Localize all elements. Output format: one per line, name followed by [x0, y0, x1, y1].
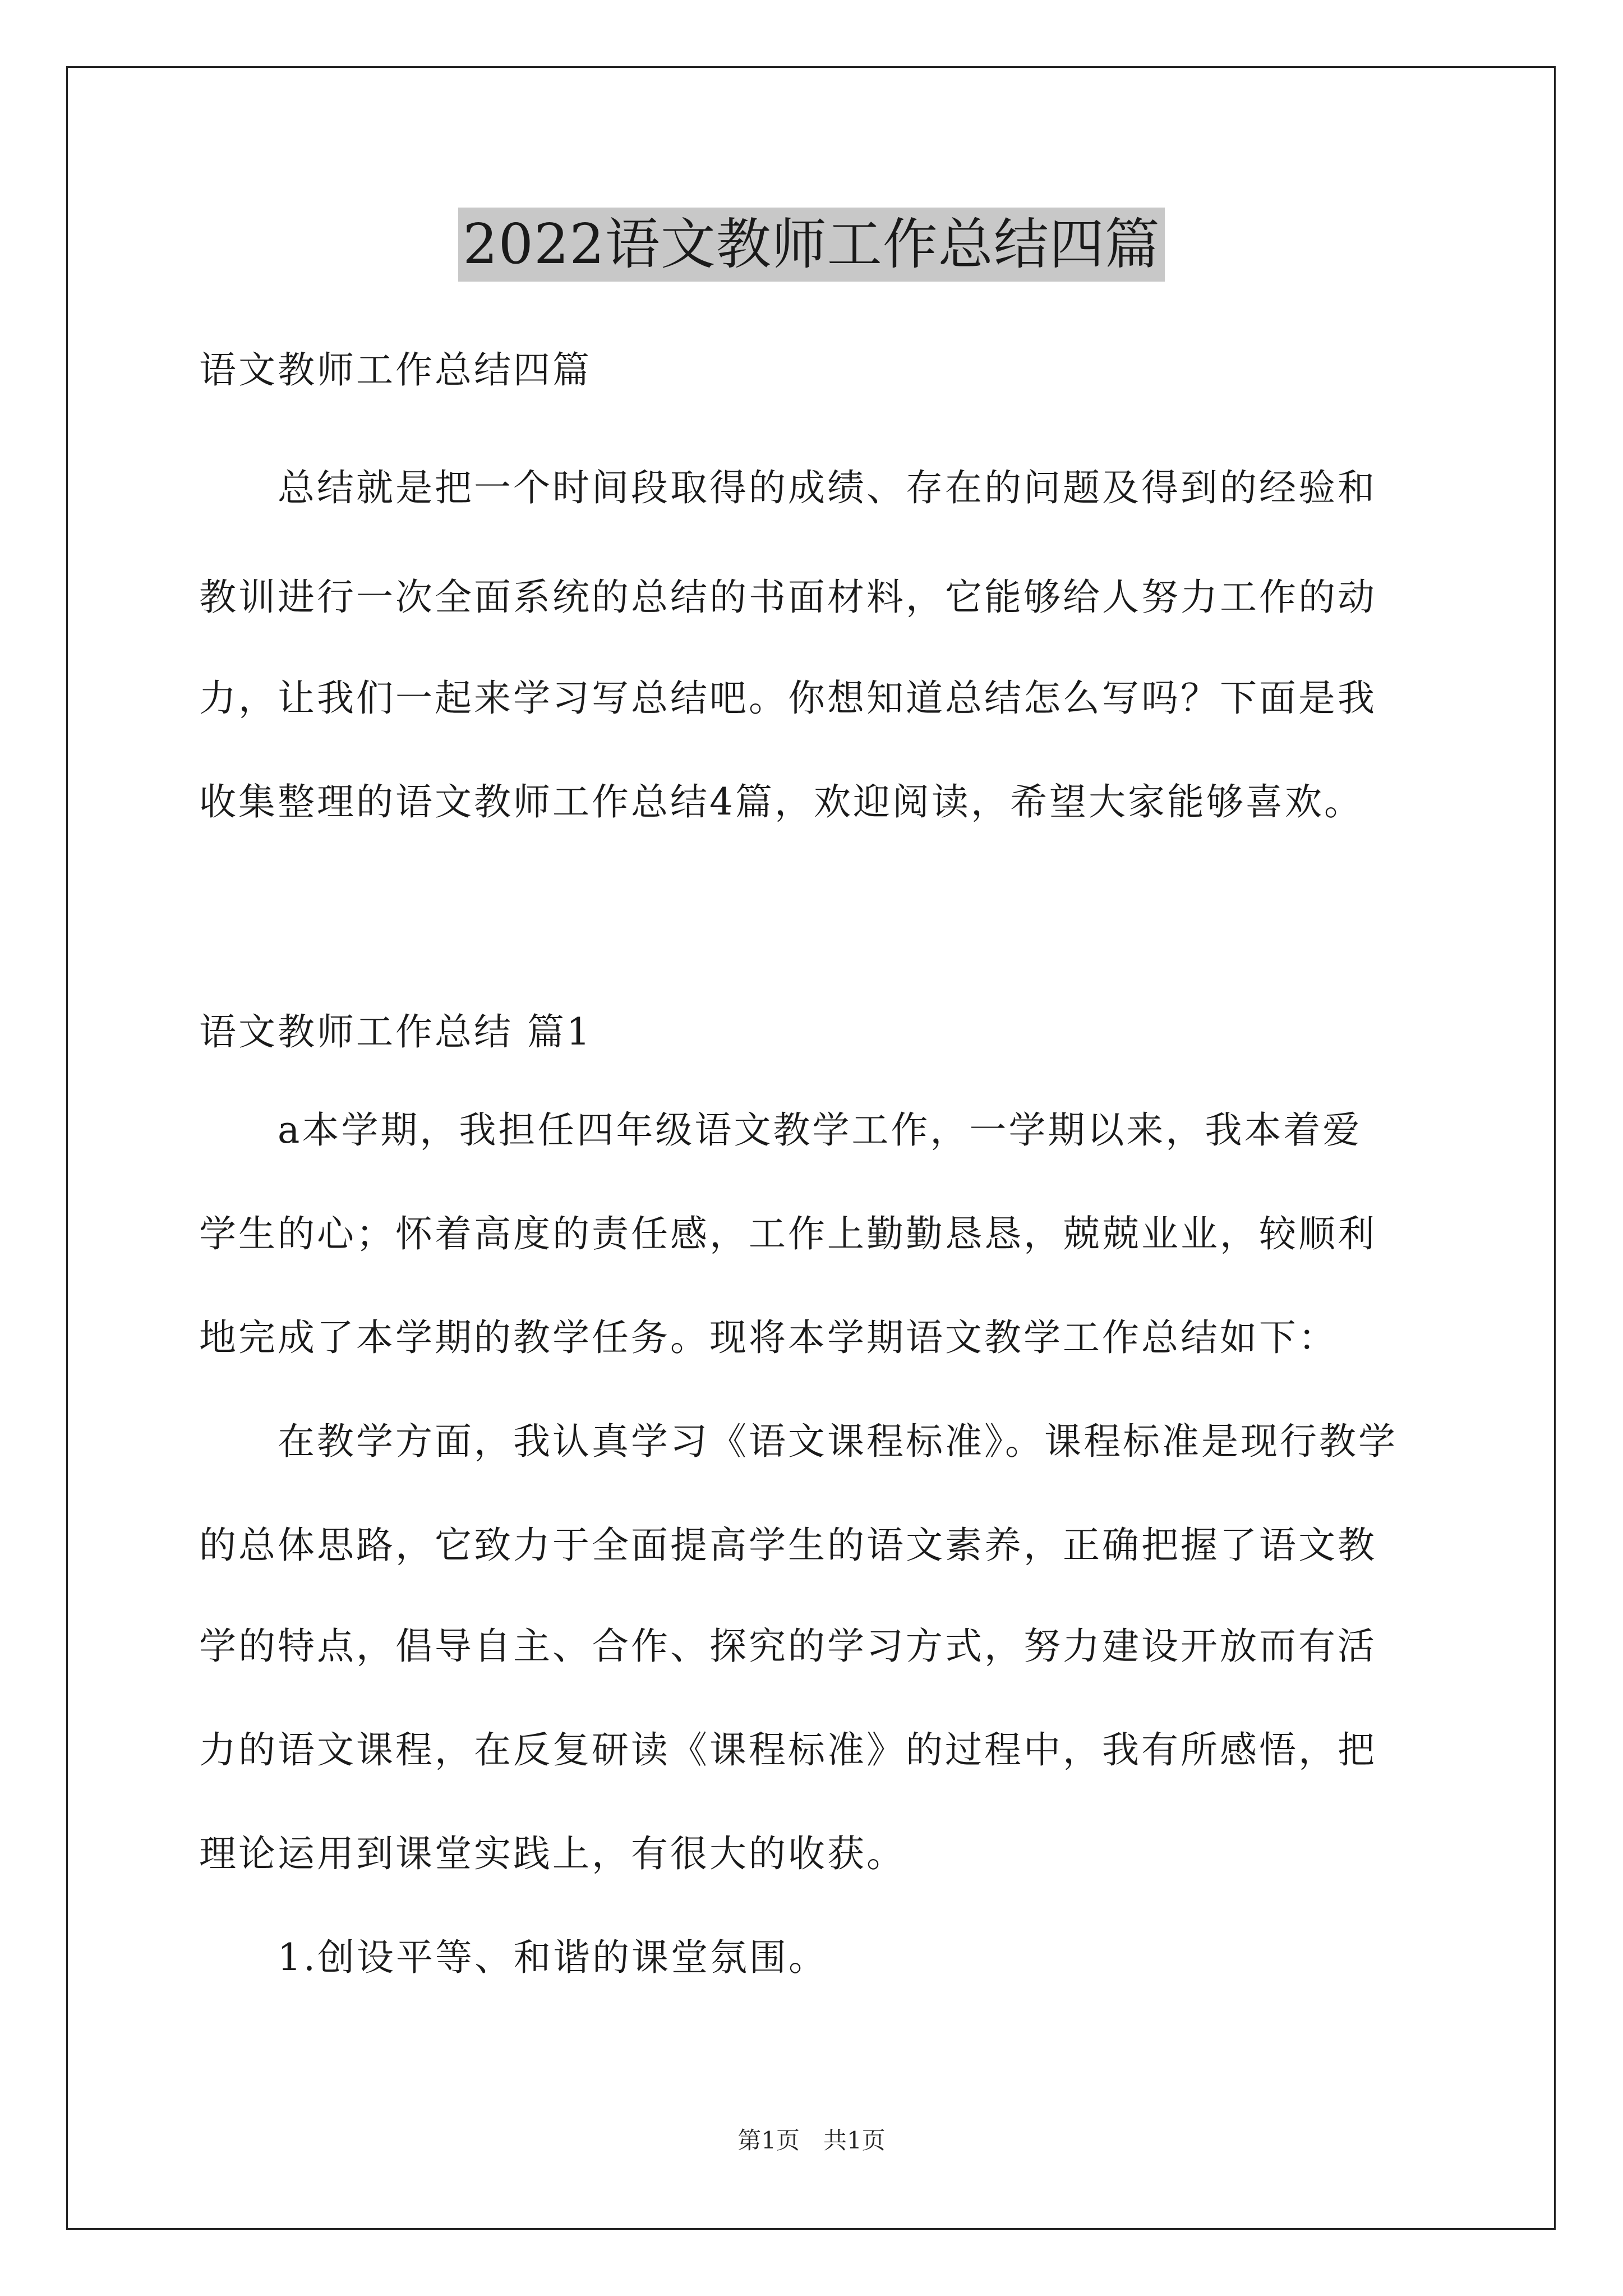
paragraph-line: 教训进行一次全面系统的总结的书面材料，它能够给人努力工作的动	[199, 576, 1377, 619]
title-container	[0, 208, 1623, 282]
paragraph-line: 学生的心；怀着高度的责任感，工作上勤勤恳恳，兢兢业业，较顺利	[199, 1212, 1377, 1255]
paragraph-line: a本学期，我担任四年级语文教学工作，一学期以来，我本着爱	[199, 1108, 1362, 1152]
document-title: 2022语文教师工作总结四篇	[458, 208, 1164, 282]
paragraph-line: 的总体思路，它致力于全面提高学生的语文素养，正确把握了语文教	[199, 1524, 1377, 1567]
section-heading: 语文教师工作总结 篇1	[199, 1010, 592, 1053]
paragraph-line: 力的语文课程，在反复研读《课程标准》的过程中，我有所感悟，把	[199, 1728, 1377, 1772]
page-number: 第1页 共1页	[737, 2127, 886, 2154]
paragraph-line: 总结就是把一个时间段取得的成绩、存在的问题及得到的经验和	[199, 466, 1377, 509]
paragraph-line: 收集整理的语文教师工作总结4篇，欢迎阅读，希望大家能够喜欢。	[199, 780, 1363, 823]
subtitle-line: 语文教师工作总结四篇	[199, 348, 592, 392]
paragraph-line: 地完成了本学期的教学任务。现将本学期语文教学工作总结如下：	[199, 1316, 1338, 1359]
paragraph-line: 理论运用到课堂实践上，有很大的收获。	[199, 1832, 906, 1875]
paragraph-line: 在教学方面，我认真学习《语文课程标准》。课程标准是现行教学	[199, 1420, 1398, 1463]
paragraph-line: 力，让我们一起来学习写总结吧。你想知道总结怎么写吗？下面是我	[199, 677, 1377, 720]
paragraph-line: 1.创设平等、和谐的课堂氛围。	[199, 1936, 828, 1979]
paragraph-line: 学的特点，倡导自主、合作、探究的学习方式，努力建设开放而有活	[199, 1625, 1377, 1668]
